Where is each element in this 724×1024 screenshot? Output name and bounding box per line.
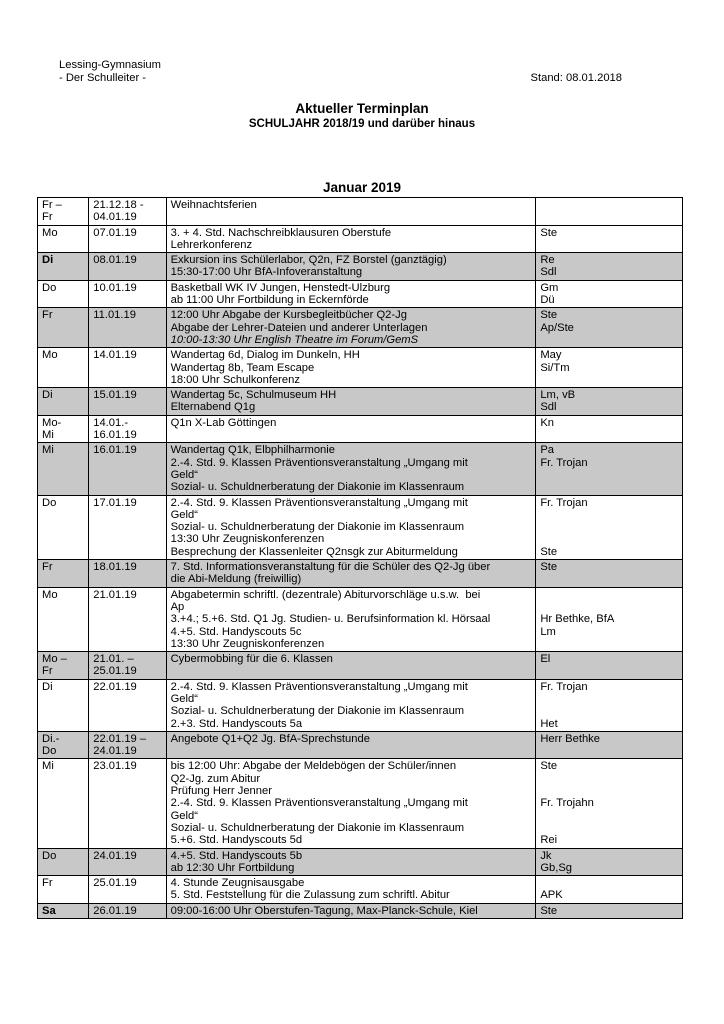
event-cell-text: bis 12:00 Uhr: Abgabe der Meldebögen der Schüler/innen Q2-Jg. zum Abitur Prüfung Herr Jenner 2.-4. Std. 9. Klassen Präventionsveranstaltung „Umgang mit Geld“ Sozial- u. Schuldnerberatung der Diakonie im Klassenraum 5.+6. Std. Handyscouts 5d xyxy=(170,760,468,847)
event-cell-text: Angebote Q1+Q2 Jg. BfA-Sprechstunde xyxy=(170,732,370,745)
event-cell-text: 2.-4. Std. 9. Klassen Präventionsveranstaltung „Umgang mit Geld“ Sozial- u. Schuldnerberatung der Diakonie im Klassenraum 13:30 Uhr Zeugniskonferenzen Besprechung der Klassenleiter Q2nsgk zur Abiturmeldung xyxy=(170,496,468,558)
table-row xyxy=(38,253,683,281)
day-cell-text: Mo – Fr xyxy=(42,653,67,678)
responsible-cell-text: Ste xyxy=(540,226,558,239)
responsible-cell xyxy=(536,253,683,281)
date-cell xyxy=(89,225,166,253)
event-cell-text: Exkursion ins Schülerlabor, Q2n, FZ Borstel (ganztägig) 15:30-17:00 Uhr BfA-Infoveranstaltung xyxy=(170,254,447,279)
responsible-cell xyxy=(536,652,683,680)
responsible-cell-text: Kn xyxy=(540,416,554,429)
day-cell-text: Di xyxy=(42,254,54,267)
day-cell xyxy=(38,495,89,559)
date-cell-text: 07.01.19 xyxy=(93,226,137,239)
responsible-cell xyxy=(536,348,683,388)
event-cell xyxy=(166,253,536,281)
day-cell-text: Di xyxy=(42,389,53,402)
responsible-cell xyxy=(536,876,683,904)
day-cell xyxy=(38,652,89,680)
event-cell xyxy=(166,308,536,348)
day-cell-text: Sa xyxy=(42,904,56,917)
event-cell xyxy=(166,280,536,308)
table-row xyxy=(38,759,683,848)
responsible-cell xyxy=(536,587,683,651)
event-cell-text: 12:00 Uhr Abgabe der Kursbegleitbücher Q2-Jg Abgabe der Lehrer-Dateien und anderer Unterlagen xyxy=(170,309,428,334)
date-cell-text: 16.01.19 xyxy=(93,444,137,457)
date-cell xyxy=(89,560,166,588)
date-cell xyxy=(89,876,166,904)
date-cell-text: 22.01.19 – 24.01.19 xyxy=(93,732,147,758)
date-cell xyxy=(89,679,166,731)
event-cell xyxy=(166,495,536,559)
date-cell-text: 10.01.19 xyxy=(93,281,137,294)
school-role: - Der Schulleiter - xyxy=(59,72,147,84)
day-cell xyxy=(38,560,89,588)
responsible-cell-text: Ste xyxy=(540,561,558,574)
day-cell xyxy=(38,759,89,848)
responsible-cell xyxy=(536,731,683,759)
responsible-cell-text: May Si/Tm xyxy=(540,349,570,374)
date-cell-text: 22.01.19 xyxy=(93,680,137,693)
responsible-cell xyxy=(536,280,683,308)
day-cell xyxy=(38,848,89,876)
event-cell-text: Wandertag 5c, Schulmuseum HH Elternabend Q1g xyxy=(170,389,337,414)
responsible-cell-text: Lm, vB Sdl xyxy=(540,389,576,414)
event-cell-text: Abgabetermin schriftl. (dezentrale) Abiturvorschläge u.s.w. bei Ap 3.+4.; 5.+6. Std. Q1 Jg. Studien- u. Berufsinformation kl. Hörsaal 4.+5. Std. Handyscouts 5c 13:30 Uhr Zeugniskonferenzen xyxy=(170,588,491,650)
table-row xyxy=(38,308,683,348)
date-cell xyxy=(89,415,166,443)
date-cell-text: 08.01.19 xyxy=(93,254,137,267)
day-cell xyxy=(38,280,89,308)
date-cell xyxy=(89,308,166,348)
day-cell xyxy=(38,415,89,443)
day-cell xyxy=(38,587,89,651)
table-row xyxy=(38,495,683,559)
page-subtitle: SCHULJAHR 2018/19 und darüber hinaus xyxy=(248,118,476,130)
event-cell xyxy=(166,848,536,876)
responsible-cell-text: Hr Bethke, BfA Lm xyxy=(540,613,615,638)
event-cell xyxy=(166,560,536,588)
event-cell-text: 2.-4. Std. 9. Klassen Präventionsveranstaltung „Umgang mit Geld“ Sozial- u. Schuldnerberatung der Diakonie im Klassenraum 2.+3. Std. Handyscouts 5a xyxy=(170,680,468,730)
month-heading: Januar 2019 xyxy=(322,180,402,195)
table-row xyxy=(38,587,683,651)
table-row xyxy=(38,198,683,226)
table-row xyxy=(38,652,683,680)
event-cell-text: 09:00-16:00 Uhr Oberstufen-Tagung, Max-Planck-Schule, Kiel xyxy=(170,904,478,917)
day-cell-text: Di xyxy=(42,680,53,693)
day-cell-text: Mo xyxy=(42,226,58,239)
date-cell-text: 25.01.19 xyxy=(93,877,137,890)
responsible-cell-text: Re Sdl xyxy=(540,254,557,279)
event-cell-text: Wandertag 6d, Dialog im Dunkeln, HH Wandertag 8b, Team Escape 18:00 Uhr Schulkonferenz xyxy=(170,349,360,386)
page-title: Aktueller Terminplan xyxy=(295,101,429,116)
event-cell-text: 3. + 4. Std. Nachschreibklausuren Oberstufe Lehrerkonferenz xyxy=(170,226,392,251)
event-cell-text: Q1n X-Lab Göttingen xyxy=(170,416,277,429)
day-cell xyxy=(38,388,89,416)
table-row xyxy=(38,348,683,388)
event-cell-text: 4.+5. Std. Handyscouts 5b ab 12:30 Uhr Fortbildung xyxy=(170,849,303,874)
responsible-cell-text: Gm Dü xyxy=(540,281,559,307)
stand-date: Stand: 08.01.2018 xyxy=(530,72,622,84)
date-cell-text: 26.01.19 xyxy=(93,904,137,917)
day-cell xyxy=(38,731,89,759)
day-cell-text: Do xyxy=(42,496,57,509)
responsible-cell xyxy=(536,308,683,348)
responsible-cell xyxy=(536,225,683,253)
event-cell xyxy=(166,652,536,680)
event-cell-text: Weihnachtsferien xyxy=(170,199,257,211)
responsible-cell-text: Herr Bethke xyxy=(540,732,601,745)
date-cell-text: 24.01.19 xyxy=(93,849,137,862)
responsible-cell-text: APK xyxy=(540,889,563,902)
event-cell xyxy=(166,587,536,651)
responsible-cell xyxy=(536,443,683,495)
date-cell-text: 21.01. – 25.01.19 xyxy=(93,653,137,678)
date-cell xyxy=(89,443,166,495)
event-cell xyxy=(166,415,536,443)
date-cell xyxy=(89,848,166,876)
date-cell-text: 18.01.19 xyxy=(93,561,137,574)
event-cell xyxy=(166,225,536,253)
day-cell-text: Fr – Fr xyxy=(42,199,62,224)
date-cell-text: 21.01.19 xyxy=(93,588,137,601)
day-cell xyxy=(38,348,89,388)
responsible-cell xyxy=(536,560,683,588)
table-row xyxy=(38,876,683,904)
table-row xyxy=(38,679,683,731)
date-cell xyxy=(89,652,166,680)
table-row xyxy=(38,848,683,876)
day-cell-text: Di.- Do xyxy=(42,732,60,758)
date-cell-text: 14.01.19 xyxy=(93,349,137,362)
table-row xyxy=(38,443,683,495)
event-cell-text: Basketball WK IV Jungen, Henstedt-Ulzburg ab 11:00 Uhr Fortbildung in Eckernförde xyxy=(170,281,391,307)
event-cell xyxy=(166,679,536,731)
responsible-cell xyxy=(536,415,683,443)
table-row xyxy=(38,415,683,443)
responsible-cell-text: El xyxy=(540,653,551,666)
date-cell xyxy=(89,587,166,651)
responsible-cell xyxy=(536,903,683,918)
responsible-cell xyxy=(536,848,683,876)
date-cell xyxy=(89,495,166,559)
day-cell xyxy=(38,679,89,731)
event-cell-text: 7. Std. Informationsveranstaltung für die Schüler des Q2-Jg über die Abi-Meldung (freiwillig) xyxy=(170,561,491,586)
date-cell xyxy=(89,903,166,918)
day-cell-text: Do xyxy=(42,281,57,294)
date-cell-text: 23.01.19 xyxy=(93,760,137,773)
date-cell-text: 21.12.18 - 04.01.19 xyxy=(93,199,144,224)
date-cell xyxy=(89,348,166,388)
table-row xyxy=(38,903,683,918)
responsible-cell xyxy=(536,759,683,848)
responsible-cell-text: Jk Gb,Sg xyxy=(540,849,573,874)
responsible-cell xyxy=(536,388,683,416)
letterhead xyxy=(59,59,161,85)
schedule-body xyxy=(38,198,683,919)
day-cell xyxy=(38,903,89,918)
responsible-cell-text: Ste xyxy=(540,904,558,917)
day-cell-text: Do xyxy=(42,849,57,862)
event-italic-text: 10:00-13:30 Uhr English Theatre im Forum/GemS xyxy=(170,333,419,346)
table-row xyxy=(38,560,683,588)
event-cell-text: Wandertag Q1k, Elbphilharmonie 2.-4. Std. 9. Klassen Präventionsveranstaltung „Umgang mit Geld“ Sozial- u. Schuldnerberatung der Diakonie im Klassenraum xyxy=(170,444,468,494)
table-row xyxy=(38,225,683,253)
day-cell xyxy=(38,198,89,226)
day-cell xyxy=(38,253,89,281)
day-cell-text: Fr xyxy=(42,877,53,890)
day-cell-text: Mo xyxy=(42,349,58,362)
date-cell-text: 17.01.19 xyxy=(93,496,137,509)
responsible-cell-text: Ste Fr. Trojahn Rei xyxy=(540,760,594,847)
event-cell xyxy=(166,731,536,759)
date-cell xyxy=(89,253,166,281)
date-cell-text: 11.01.19 xyxy=(93,309,136,322)
table-row xyxy=(38,731,683,759)
responsible-cell-text: Pa Fr. Trojan xyxy=(540,444,588,469)
responsible-cell xyxy=(536,198,683,226)
date-cell xyxy=(89,731,166,759)
responsible-cell-text: Fr. Trojan Het xyxy=(540,680,588,730)
day-cell xyxy=(38,308,89,348)
table-row xyxy=(38,280,683,308)
day-cell-text: Mi xyxy=(42,760,54,773)
responsible-cell-text: Fr. Trojan Ste xyxy=(540,496,588,558)
day-cell xyxy=(38,876,89,904)
event-cell xyxy=(166,876,536,904)
table-row xyxy=(38,388,683,416)
day-cell xyxy=(38,225,89,253)
responsible-cell-text: Ste Ap/Ste xyxy=(540,309,574,334)
responsible-cell xyxy=(536,495,683,559)
event-cell-text: 4. Stunde Zeugnisausgabe 5. Std. Feststellung für die Zulassung zum schriftl. Abitur xyxy=(170,877,450,902)
day-cell-text: Fr xyxy=(42,561,53,574)
date-cell xyxy=(89,280,166,308)
event-cell-text: Cybermobbing für die 6. Klassen xyxy=(170,653,333,666)
schedule-table xyxy=(37,197,683,919)
event-cell xyxy=(166,198,536,226)
date-cell xyxy=(89,198,166,226)
day-cell-text: Mo xyxy=(42,588,58,601)
date-cell-text: 14.01.- 16.01.19 xyxy=(93,416,137,442)
event-cell xyxy=(166,759,536,848)
school-name: Lessing-Gymnasium xyxy=(59,59,161,71)
date-cell xyxy=(89,759,166,848)
date-cell xyxy=(89,388,166,416)
event-cell xyxy=(166,388,536,416)
responsible-cell xyxy=(536,679,683,731)
day-cell-text: Fr xyxy=(42,309,53,322)
date-cell-text: 15.01.19 xyxy=(93,389,137,402)
day-cell-text: Mi xyxy=(42,444,54,457)
event-cell xyxy=(166,903,536,918)
day-cell xyxy=(38,443,89,495)
day-cell-text: Mo- Mi xyxy=(42,416,62,442)
event-cell xyxy=(166,443,536,495)
event-cell xyxy=(166,348,536,388)
